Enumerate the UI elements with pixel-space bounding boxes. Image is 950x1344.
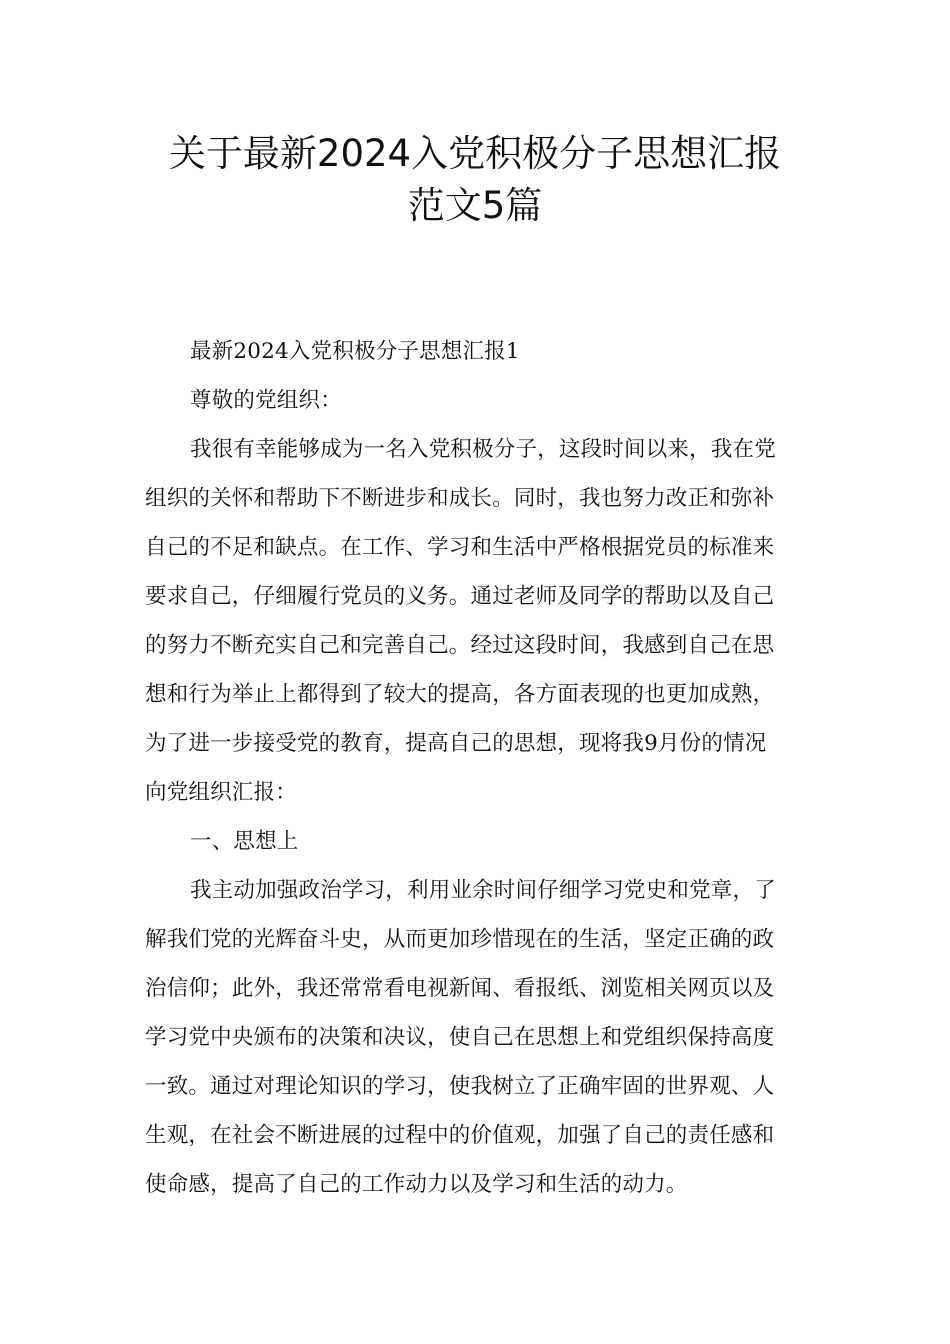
section-heading: 最新2024入党积极分子思想汇报1 <box>190 339 520 364</box>
document-title-line-1: 关于最新2024入党积极分子思想汇报 <box>168 132 782 175</box>
subsection-heading: 一、思想上 <box>190 829 299 854</box>
paragraph-line: 向党组织汇报： <box>145 780 297 805</box>
paragraph-line: 要求自己，仔细履行党员的义务。通过老师及同学的帮助以及自己 <box>145 584 775 609</box>
paragraph-line: 学习党中央颁布的决策和决议，使自己在思想上和党组织保持高度 <box>145 1025 775 1050</box>
paragraph-line: 解我们党的光辉奋斗史，从而更加珍惜现在的生活，坚定正确的政 <box>145 927 775 952</box>
paragraph-line: 想和行为举止上都得到了较大的提高，各方面表现的也更加成熟， <box>145 682 775 707</box>
document-title-line-2: 范文5篇 <box>407 184 543 227</box>
paragraph-line: 为了进一步接受党的教育，提高自己的思想，现将我9月份的情况 <box>145 731 767 756</box>
paragraph-line: 一致。通过对理论知识的学习，使我树立了正确牢固的世界观、人 <box>145 1074 775 1099</box>
paragraph-line: 治信仰；此外，我还常常看电视新闻、看报纸、浏览相关网页以及 <box>145 976 775 1001</box>
paragraph-line: 自己的不足和缺点。在工作、学习和生活中严格根据党员的标准来 <box>145 535 775 560</box>
paragraph-line: 生观，在社会不断进展的过程中的价值观，加强了自己的责任感和 <box>145 1123 775 1148</box>
paragraph-line: 使命感，提高了自己的工作动力以及学习和生活的动力。 <box>145 1172 688 1197</box>
paragraph-line: 的努力不断充实自己和完善自己。经过这段时间，我感到自己在思 <box>145 633 775 658</box>
paragraph-line: 我很有幸能够成为一名入党积极分子，这段时间以来，我在党 <box>190 437 776 462</box>
paragraph-line: 我主动加强政治学习，利用业余时间仔细学习党史和党章，了 <box>190 878 776 903</box>
salutation: 尊敬的党组织： <box>190 388 342 413</box>
paragraph-line: 组织的关怀和帮助下不断进步和成长。同时，我也努力改正和弥补 <box>145 486 775 511</box>
